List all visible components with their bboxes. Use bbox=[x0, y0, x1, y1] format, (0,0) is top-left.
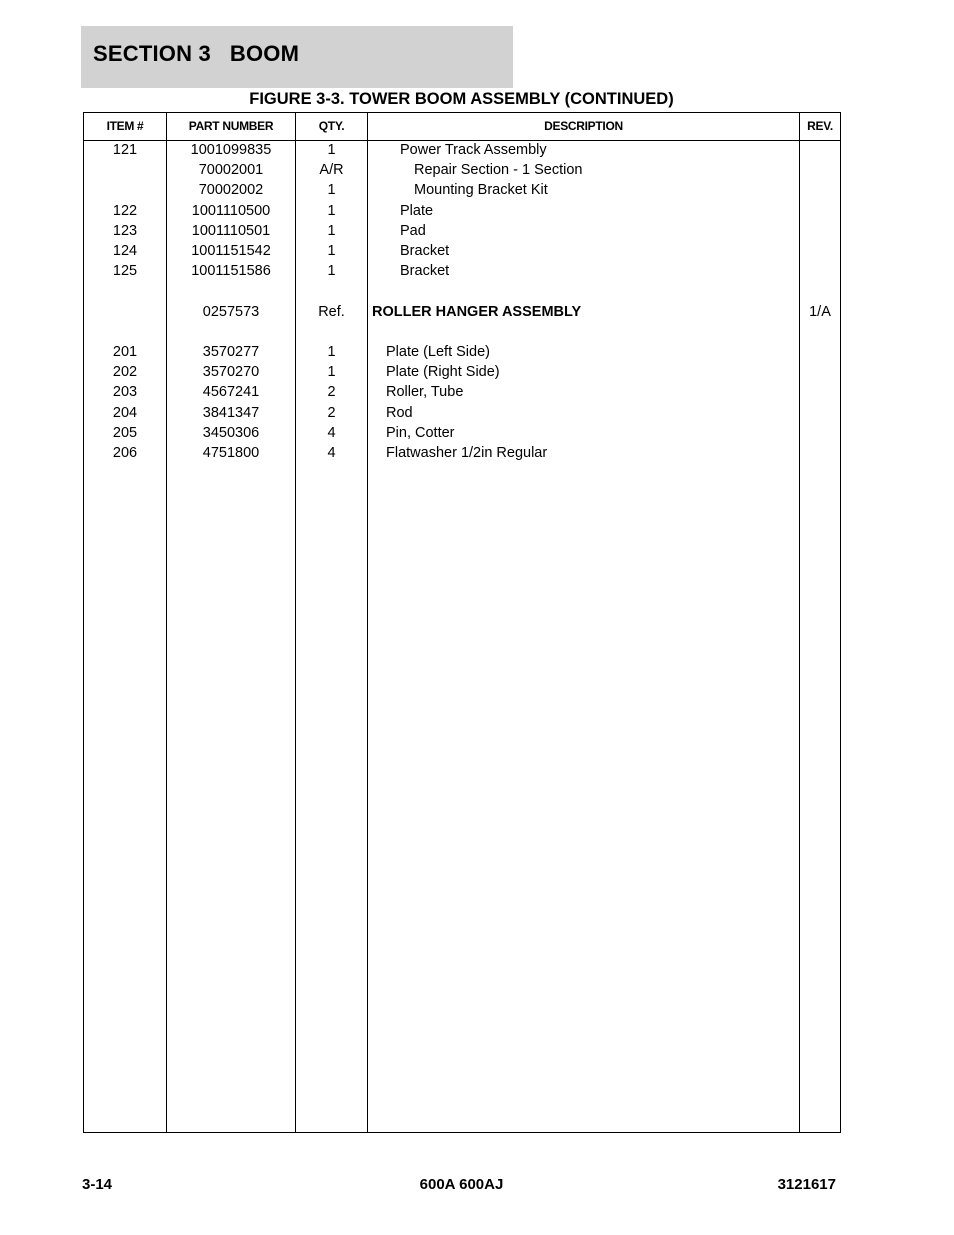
table-row bbox=[84, 302, 840, 322]
item-number: 124 bbox=[112, 243, 138, 259]
revision bbox=[801, 241, 839, 261]
revision bbox=[801, 160, 839, 180]
revision bbox=[801, 261, 839, 281]
description: Plate bbox=[400, 202, 434, 219]
item-number bbox=[84, 160, 166, 180]
quantity: 1 bbox=[327, 263, 336, 280]
description: Flatwasher 1/2in Regular bbox=[386, 445, 548, 461]
table-row bbox=[84, 140, 840, 160]
table-row bbox=[84, 241, 840, 261]
column-header-item: ITEM # bbox=[106, 119, 144, 133]
table-row bbox=[84, 180, 840, 200]
item-number: 205 bbox=[112, 424, 138, 441]
description: Bracket bbox=[400, 263, 450, 280]
revision bbox=[801, 201, 839, 221]
quantity: 1 bbox=[327, 344, 336, 360]
quantity: Ref. bbox=[318, 303, 345, 320]
description: Roller, Tube bbox=[386, 384, 464, 401]
part-number: 4751800 bbox=[202, 445, 260, 461]
description: Mounting Bracket Kit bbox=[414, 182, 548, 199]
quantity: 1 bbox=[327, 243, 336, 259]
table-row bbox=[84, 403, 840, 423]
item-number bbox=[84, 302, 166, 322]
part-number: 1001099835 bbox=[190, 142, 272, 158]
revision bbox=[801, 423, 839, 443]
description: Power Track Assembly bbox=[400, 142, 547, 158]
description: Repair Section - 1 Section bbox=[414, 162, 583, 179]
part-number: 1001151586 bbox=[191, 263, 271, 280]
column-header-rev: REV. bbox=[807, 119, 833, 133]
quantity: 1 bbox=[327, 142, 336, 158]
revision bbox=[801, 403, 839, 423]
description: Pin, Cotter bbox=[386, 424, 455, 441]
section-title: SECTION 3 BOOM bbox=[93, 41, 300, 66]
revision: 1/A bbox=[809, 303, 831, 320]
revision bbox=[801, 342, 839, 362]
part-number: 70002001 bbox=[198, 162, 264, 179]
part-number: 1001110500 bbox=[191, 202, 271, 219]
quantity: 2 bbox=[327, 384, 336, 401]
model-name: 600A 600AJ bbox=[419, 1176, 504, 1193]
table-row bbox=[84, 382, 840, 402]
quantity: 1 bbox=[327, 222, 336, 239]
item-number: 121 bbox=[112, 142, 138, 158]
table-row bbox=[84, 362, 840, 382]
section-banner bbox=[81, 26, 513, 88]
part-number: 3570277 bbox=[202, 344, 260, 360]
quantity: 1 bbox=[327, 182, 336, 199]
quantity: 1 bbox=[327, 364, 336, 381]
description: Pad bbox=[400, 222, 426, 239]
item-number: 201 bbox=[112, 344, 138, 360]
part-number: 1001110501 bbox=[191, 222, 271, 239]
page-number: 3-14 bbox=[82, 1176, 113, 1193]
revision bbox=[801, 443, 839, 463]
table-row bbox=[84, 221, 840, 241]
description: Bracket bbox=[400, 243, 450, 259]
revision bbox=[801, 221, 839, 241]
item-number: 202 bbox=[112, 364, 138, 381]
table-row bbox=[84, 160, 840, 180]
part-number: 0257573 bbox=[202, 303, 260, 320]
item-number: 204 bbox=[112, 404, 138, 421]
item-number: 206 bbox=[112, 445, 138, 461]
item-number: 203 bbox=[112, 384, 138, 401]
description: Plate (Left Side) bbox=[386, 344, 490, 360]
item-number: 125 bbox=[112, 263, 138, 280]
quantity: 4 bbox=[327, 424, 336, 441]
part-number: 3450306 bbox=[202, 424, 260, 441]
part-number: 1001151542 bbox=[191, 243, 271, 259]
column-header-description: DESCRIPTION bbox=[544, 119, 623, 133]
table-row bbox=[84, 423, 840, 443]
item-number: 122 bbox=[112, 202, 138, 219]
quantity: 4 bbox=[327, 445, 336, 461]
description: Rod bbox=[386, 404, 413, 421]
part-number: 70002002 bbox=[198, 182, 264, 199]
column-header-part-number: PART NUMBER bbox=[188, 119, 274, 133]
table-row bbox=[84, 443, 840, 463]
table-row bbox=[84, 201, 840, 221]
part-number: 3841347 bbox=[202, 404, 260, 421]
parts-table bbox=[83, 112, 841, 1133]
item-number: 123 bbox=[112, 222, 138, 239]
description: ROLLER HANGER ASSEMBLY bbox=[372, 303, 582, 320]
quantity: 1 bbox=[327, 202, 336, 219]
document-number: 3121617 bbox=[777, 1176, 836, 1193]
part-number: 3570270 bbox=[202, 364, 260, 381]
revision bbox=[801, 180, 839, 200]
table-row bbox=[84, 261, 840, 281]
revision bbox=[801, 362, 839, 382]
quantity: A/R bbox=[319, 162, 344, 179]
quantity: 2 bbox=[327, 404, 336, 421]
table-row bbox=[84, 342, 840, 362]
item-number bbox=[84, 180, 166, 200]
column-header-qty: QTY. bbox=[318, 119, 345, 133]
revision bbox=[801, 382, 839, 402]
revision bbox=[801, 140, 839, 160]
part-number: 4567241 bbox=[202, 384, 260, 401]
description: Plate (Right Side) bbox=[386, 364, 500, 381]
figure-title: FIGURE 3-3. TOWER BOOM ASSEMBLY (CONTINUED) bbox=[249, 90, 674, 108]
